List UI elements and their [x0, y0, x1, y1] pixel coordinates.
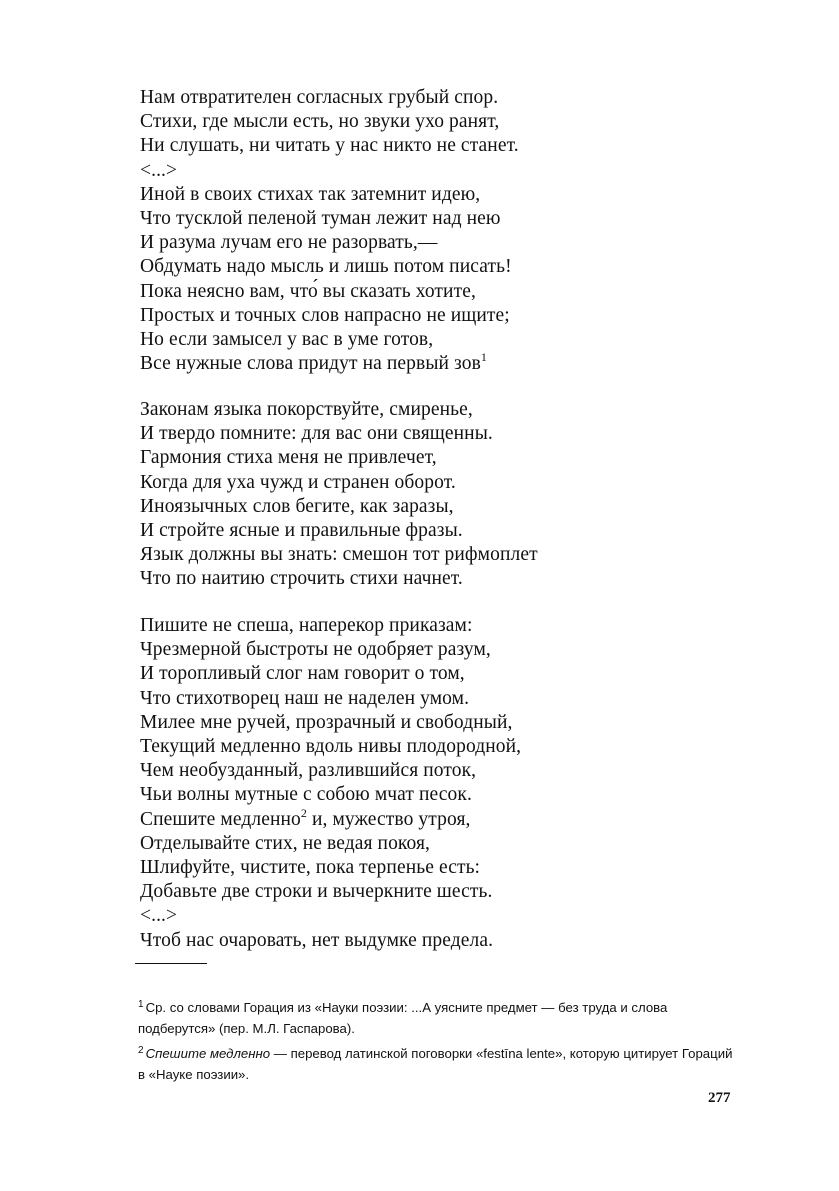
- footnote-ref-1: 1: [480, 350, 487, 365]
- poem-line-with-note: [140, 805, 521, 832]
- poem-line: Чьи волны мутные с собою мчат песок.: [140, 784, 472, 806]
- poem-line: Но если замысел у вас в уме готов,: [140, 329, 434, 351]
- poem-line: Законам языка покорствуйте, смиренье,: [140, 399, 473, 420]
- poem-line: Иной в своих стихах так затемнит идею,: [140, 183, 481, 205]
- poem-line: Нам отвратителен согласных грубый спор.: [140, 87, 499, 108]
- poem-line-text: и, мужество утроя,: [306, 808, 471, 830]
- poem-line: Когда для уха чужд и странен оборот.: [140, 471, 456, 493]
- footnote-text: — перевод латинской поговорки «festīna lente», которую цитирует Гораций в «Науке поэзии».: [138, 1046, 733, 1082]
- poem-line: Чтоб нас очаровать, нет выдумке предела.: [140, 929, 494, 951]
- poem-line: И торопливый слог нам говорит о том,: [140, 663, 465, 685]
- poem-line: Гармония стиха меня не привлечет,: [140, 447, 437, 469]
- poem-line: Добавьте две строки и вычеркните шесть.: [140, 881, 493, 903]
- poem-line: Иноязычных слов бегите, как заразы,: [140, 495, 454, 517]
- poem-line: Текущий медленно вдоль нивы плодородной,: [140, 736, 522, 758]
- poem-line: Что по наитию строчить стихи начнет.: [140, 568, 463, 590]
- footnote-1: [138, 997, 738, 1039]
- poem-line-text: Спешите медленно: [140, 808, 301, 830]
- poem-line: И твердо помните: для вас они священны.: [140, 423, 493, 445]
- footnote-mark: 2: [138, 1045, 144, 1056]
- footnote-divider: [135, 963, 207, 964]
- poem-line: Простых и точных слов напрасно не ищите;: [140, 304, 510, 326]
- poem-line: Язык должны вы знать: смешон тот рифмоплет: [140, 544, 538, 566]
- footnote-ref-2: 2: [300, 805, 307, 820]
- poem-line: И стройте ясные и правильные фразы.: [140, 520, 463, 542]
- poem-line: Милее мне ручей, прозрачный и свободный,: [140, 711, 513, 733]
- poem-line-with-note: [140, 352, 519, 376]
- poem-line: Шлифуйте, чистите, пока терпенье есть:: [140, 857, 481, 879]
- poem-line: Чем необузданный, разлившийся поток,: [140, 760, 477, 782]
- footnote-mark: 1: [138, 999, 144, 1010]
- poem-line: Стихи, где мысли есть, но звуки ухо ранят,: [140, 111, 500, 133]
- stanza-1: [140, 86, 519, 376]
- poem-line: Отделывайте стих, не ведая покоя,: [140, 832, 431, 854]
- stanza-2: [140, 398, 538, 592]
- poem-line: Пишите не спеша, наперекор приказам:: [140, 615, 473, 636]
- stanza-3: [140, 614, 521, 953]
- poem-line: Пока неясно вам, что́ вы сказать хотите,: [140, 280, 476, 302]
- poem-line: Обдумать надо мысль и лишь потом писать!: [140, 256, 512, 278]
- footnote-text: Ср. со словами Горация из «Науки поэзии: ...А уясните предмет — без труда и слова подберутся» (пер. М.Л. Гаспарова).: [138, 1000, 668, 1036]
- poem-line: И разума лучам его не разорвать,—: [140, 232, 438, 254]
- poem-line: Что стихотворец наш не наделен умом.: [140, 687, 470, 709]
- poem-line: Чрезмерной быстроты не одобряет разум,: [140, 639, 491, 661]
- poem-line: Что тусклой пеленой туман лежит над нею: [140, 208, 501, 230]
- ellipsis-marker: <...>: [140, 905, 178, 927]
- page-number: 277: [708, 1090, 731, 1106]
- footnote-italic-term: Спешите медленно: [145, 1046, 271, 1061]
- ellipsis-marker: <...>: [140, 159, 178, 181]
- footnote-2: [138, 1043, 738, 1085]
- poem-line: Ни слушать, ни читать у нас никто не станет.: [140, 135, 519, 157]
- poem-line-text: Все нужные слова придут на первый зов: [140, 353, 481, 375]
